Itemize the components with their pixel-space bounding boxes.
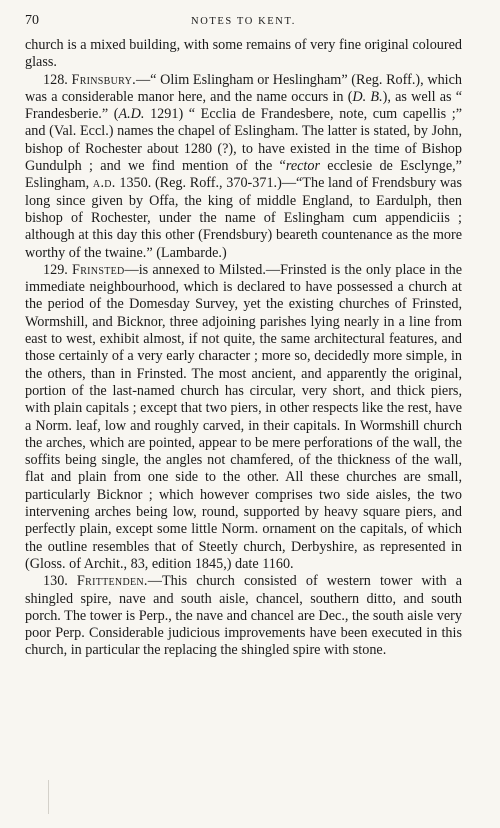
italic-text: rector xyxy=(285,158,320,175)
entry-heading: a.d. xyxy=(92,175,116,192)
text-segment: —This church consisted of western tower with a shingled spire, nave and south aisle, chancel, southern ditto, and south porch. The tower is Perp., the nave and chancel are Dec., the south aisle very poor Perp. Considerable judicious improvements have been executed in this church, in particular the replacing the shingled spire with stone. xyxy=(25,573,462,659)
scan-artifact-line xyxy=(48,780,49,814)
text-segment: 129. xyxy=(43,261,73,278)
text-segment: 128. xyxy=(43,71,72,88)
paragraph-p0 xyxy=(25,37,462,72)
running-title: NOTES TO KENT. xyxy=(191,16,296,27)
body-text xyxy=(25,37,462,660)
text-segment: —is annexed to Milsted.—Frinsted is the only place in the immediate neighbourhood, which is declared to have possessed a church at the period of the Domesday Survey, yet the existing churches of Frinsted, Wormshill, and Bicknor, three adjoining parishes lying nearly in a line from east to west, exhibit almost, if not quite, the same architectural features, and those certainly of a very early character ; more so, decidedly more simple, in the others, than in Frinsted. The most ancient, and apparently the original, portion of the last-named church has circular, very short, and thick piers, with plain capitals ; except that two piers, in other respects like the rest, have a Norm. leaf, low and roughly carved, in their capitals. In Wormshill church the arches, which are pointed, appear to be mere perforations of the wall, the soffits being single, the angles not chamfered, of the thickness of the wall, flat and plain from one side to the other. All these churches are small, particularly Bicknor ; which however comprises two side aisles, the two intervening arches being low, round, supported by heavy square piers, and perfectly plain, except some little Norm. ornament on the capitals, of which the outline resembles that of Steetly church, Derbyshire, as represented in (Gloss. of Archit., 83, edition 1845,) date 1160. xyxy=(25,261,463,572)
paragraph-p130 xyxy=(25,573,462,659)
italic-text: A.D. xyxy=(118,106,145,123)
page-header xyxy=(25,12,462,32)
entry-heading: Frittenden. xyxy=(76,573,148,590)
entry-heading: Frinsted xyxy=(72,261,125,278)
text-segment: 1350. (Reg. Roff., 370-371.)—“The land of Frendsbury was long since given by Offa, the king of middle England, to Eardulph, then bishop of Rochester, under the name of Eslingham cum appendiciis ; although at this day this other (Frendsbury) beareth countenance as the more worthy of the twaine.” (Lambarde.) xyxy=(25,175,463,261)
text-segment: ), as well as “ Frandesberie.” ( xyxy=(25,88,462,123)
entry-heading: Frinsbury. xyxy=(71,71,136,88)
book-page xyxy=(25,12,462,660)
text-segment: —“ Olim Eslingham or Heslingham” (Reg. Roff.), which was a considerable manor here, and the name occurs in ( xyxy=(25,71,462,105)
text-segment: church is a mixed building, with some remains of very fine original coloured glass. xyxy=(25,37,462,71)
page-number: 70 xyxy=(25,13,39,28)
paragraph-p128 xyxy=(25,72,462,262)
italic-text: D. B. xyxy=(352,88,383,105)
text-segment: 1291) “ Ecclia de Frandesbere, note, cum capellis ;” and (Val. Eccl.) names the chapel of Eslingham. The latter is stated, by John, bishop of Rochester about 1280 (?), to have existed in the time of Bishop Gundulph ; and we find mention of the “ xyxy=(25,106,463,175)
text-segment: 130. xyxy=(43,573,77,590)
text-segment: ecclesie de Esclynge,” Eslingham, xyxy=(25,158,462,192)
paragraph-p129 xyxy=(25,262,462,573)
